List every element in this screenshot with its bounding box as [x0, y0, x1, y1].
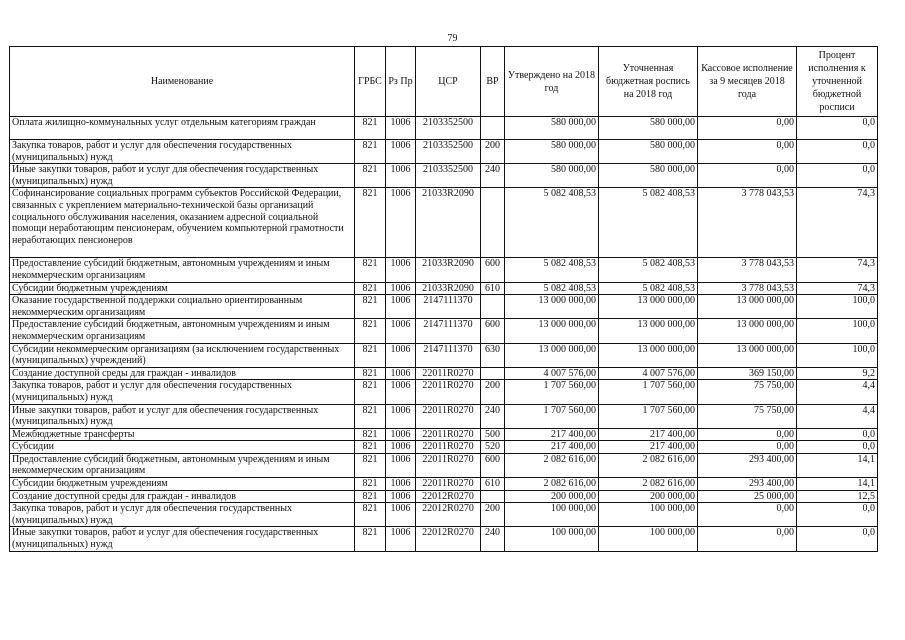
- cell-grbs: 821: [355, 367, 386, 380]
- table-row: [10, 380, 878, 404]
- table-row: [10, 319, 878, 343]
- header-name: Наименование: [10, 47, 355, 117]
- cell-percent: 0,0: [797, 117, 878, 140]
- cell-name: Предоставление субсидий бюджетным, автономным учреждениям и иным некоммерческим организациям: [10, 453, 355, 477]
- cell-rzpr: 1006: [386, 164, 416, 188]
- cell-name: Закупка товаров, работ и услуг для обеспечения государственных (муниципальных) нужд: [10, 503, 355, 527]
- cell-cash: 75 750,00: [698, 404, 797, 428]
- cell-csr: 22011R0270: [416, 367, 481, 380]
- cell-csr: 2103352500: [416, 140, 481, 164]
- table-row: [10, 527, 878, 551]
- cell-cash: 0,00: [698, 140, 797, 164]
- cell-csr: 21033R2090: [416, 282, 481, 295]
- cell-refined: 5 082 408,53: [599, 188, 698, 258]
- cell-percent: 74,3: [797, 188, 878, 258]
- cell-rzpr: 1006: [386, 188, 416, 258]
- cell-cash: 75 750,00: [698, 380, 797, 404]
- cell-refined: 200 000,00: [599, 490, 698, 503]
- cell-approved: 217 400,00: [505, 441, 599, 454]
- cell-rzpr: 1006: [386, 282, 416, 295]
- cell-refined: 13 000 000,00: [599, 343, 698, 367]
- cell-vr: [481, 117, 505, 140]
- cell-vr: 500: [481, 428, 505, 441]
- cell-approved: 1 707 560,00: [505, 380, 599, 404]
- cell-cash: 369 150,00: [698, 367, 797, 380]
- cell-grbs: 821: [355, 503, 386, 527]
- cell-vr: 200: [481, 140, 505, 164]
- cell-vr: [481, 188, 505, 258]
- cell-vr: 630: [481, 343, 505, 367]
- table-row: [10, 164, 878, 188]
- cell-approved: 217 400,00: [505, 428, 599, 441]
- header-approved: Утверждено на 2018 год: [505, 47, 599, 117]
- cell-rzpr: 1006: [386, 453, 416, 477]
- cell-grbs: 821: [355, 453, 386, 477]
- cell-cash: 293 400,00: [698, 453, 797, 477]
- cell-csr: 2147111370: [416, 295, 481, 319]
- cell-rzpr: 1006: [386, 343, 416, 367]
- table-row: [10, 404, 878, 428]
- cell-cash: 3 778 043,53: [698, 258, 797, 282]
- cell-refined: 217 400,00: [599, 441, 698, 454]
- cell-refined: 5 082 408,53: [599, 282, 698, 295]
- cell-rzpr: 1006: [386, 258, 416, 282]
- cell-percent: 0,0: [797, 428, 878, 441]
- cell-grbs: 821: [355, 404, 386, 428]
- header-vr: ВР: [481, 47, 505, 117]
- cell-vr: [481, 367, 505, 380]
- cell-refined: 13 000 000,00: [599, 295, 698, 319]
- budget-execution-table: [9, 46, 878, 552]
- table-row: [10, 258, 878, 282]
- cell-grbs: 821: [355, 319, 386, 343]
- cell-name: Иные закупки товаров, работ и услуг для обеспечения государственных (муниципальных) нужд: [10, 527, 355, 551]
- cell-cash: 0,00: [698, 527, 797, 551]
- cell-refined: 1 707 560,00: [599, 380, 698, 404]
- cell-approved: 2 082 616,00: [505, 478, 599, 491]
- cell-approved: 1 707 560,00: [505, 404, 599, 428]
- cell-grbs: 821: [355, 527, 386, 551]
- cell-cash: 0,00: [698, 117, 797, 140]
- cell-csr: 21033R2090: [416, 258, 481, 282]
- cell-csr: 22011R0270: [416, 380, 481, 404]
- cell-percent: 74,3: [797, 282, 878, 295]
- cell-percent: 4,4: [797, 404, 878, 428]
- cell-percent: 14,1: [797, 453, 878, 477]
- cell-refined: 100 000,00: [599, 503, 698, 527]
- cell-approved: 100 000,00: [505, 503, 599, 527]
- cell-cash: 13 000 000,00: [698, 343, 797, 367]
- cell-rzpr: 1006: [386, 478, 416, 491]
- cell-rzpr: 1006: [386, 404, 416, 428]
- cell-csr: 2147111370: [416, 319, 481, 343]
- cell-rzpr: 1006: [386, 319, 416, 343]
- cell-refined: 2 082 616,00: [599, 478, 698, 491]
- cell-refined: 2 082 616,00: [599, 453, 698, 477]
- cell-approved: 5 082 408,53: [505, 188, 599, 258]
- cell-csr: 22011R0270: [416, 428, 481, 441]
- cell-percent: 9,2: [797, 367, 878, 380]
- cell-grbs: 821: [355, 164, 386, 188]
- cell-cash: 293 400,00: [698, 478, 797, 491]
- cell-name: Закупка товаров, работ и услуг для обеспечения государственных (муниципальных) нужд: [10, 140, 355, 164]
- cell-grbs: 821: [355, 258, 386, 282]
- cell-csr: 2103352500: [416, 117, 481, 140]
- cell-vr: [481, 490, 505, 503]
- table-row: [10, 453, 878, 477]
- cell-vr: 200: [481, 380, 505, 404]
- cell-csr: 22012R0270: [416, 490, 481, 503]
- cell-percent: 74,3: [797, 258, 878, 282]
- cell-csr: 22011R0270: [416, 453, 481, 477]
- header-rzpr: Рз Пр: [386, 47, 416, 117]
- cell-refined: 4 007 576,00: [599, 367, 698, 380]
- cell-refined: 100 000,00: [599, 527, 698, 551]
- table-header-row: [10, 47, 878, 117]
- cell-percent: 0,0: [797, 503, 878, 527]
- table-row: [10, 503, 878, 527]
- cell-rzpr: 1006: [386, 367, 416, 380]
- cell-grbs: 821: [355, 441, 386, 454]
- cell-approved: 580 000,00: [505, 164, 599, 188]
- cell-refined: 580 000,00: [599, 140, 698, 164]
- header-csr: ЦСР: [416, 47, 481, 117]
- cell-cash: 0,00: [698, 441, 797, 454]
- cell-name: Оказание государственной поддержки социально ориентированным некоммерческим организациям: [10, 295, 355, 319]
- cell-csr: 2103352500: [416, 164, 481, 188]
- cell-grbs: 821: [355, 478, 386, 491]
- cell-name: Субсидии: [10, 441, 355, 454]
- table-row: [10, 117, 878, 140]
- cell-name: Иные закупки товаров, работ и услуг для обеспечения государственных (муниципальных) нужд: [10, 404, 355, 428]
- cell-vr: 240: [481, 404, 505, 428]
- cell-percent: 100,0: [797, 319, 878, 343]
- cell-name: Субсидии бюджетным учреждениям: [10, 478, 355, 491]
- cell-name: Межбюджетные трансферты: [10, 428, 355, 441]
- cell-cash: 3 778 043,53: [698, 282, 797, 295]
- cell-cash: 0,00: [698, 428, 797, 441]
- cell-approved: 4 007 576,00: [505, 367, 599, 380]
- cell-csr: 22011R0270: [416, 478, 481, 491]
- cell-vr: 600: [481, 453, 505, 477]
- cell-refined: 13 000 000,00: [599, 319, 698, 343]
- cell-csr: 21033R2090: [416, 188, 481, 258]
- cell-vr: 610: [481, 478, 505, 491]
- cell-grbs: 821: [355, 380, 386, 404]
- cell-approved: 5 082 408,53: [505, 258, 599, 282]
- cell-percent: 100,0: [797, 295, 878, 319]
- cell-csr: 22011R0270: [416, 404, 481, 428]
- cell-rzpr: 1006: [386, 140, 416, 164]
- cell-name: Создание доступной среды для граждан - инвалидов: [10, 367, 355, 380]
- cell-name: Субсидии некоммерческим организациям (за исключением государственных (муниципальных) учреждений): [10, 343, 355, 367]
- cell-approved: 13 000 000,00: [505, 343, 599, 367]
- cell-vr: 200: [481, 503, 505, 527]
- cell-vr: 240: [481, 527, 505, 551]
- cell-csr: 22011R0270: [416, 441, 481, 454]
- cell-grbs: 821: [355, 140, 386, 164]
- cell-name: Иные закупки товаров, работ и услуг для обеспечения государственных (муниципальных) нужд: [10, 164, 355, 188]
- cell-csr: 22012R0270: [416, 503, 481, 527]
- cell-grbs: 821: [355, 490, 386, 503]
- cell-refined: 1 707 560,00: [599, 404, 698, 428]
- cell-grbs: 821: [355, 428, 386, 441]
- cell-cash: 25 000,00: [698, 490, 797, 503]
- cell-rzpr: 1006: [386, 117, 416, 140]
- header-cash: Кассовое исполнение за 9 месяцев 2018 года: [698, 47, 797, 117]
- table-row: [10, 428, 878, 441]
- cell-name: Предоставление субсидий бюджетным, автономным учреждениям и иным некоммерческим организациям: [10, 319, 355, 343]
- cell-percent: 12,5: [797, 490, 878, 503]
- table-row: [10, 478, 878, 491]
- cell-csr: 2147111370: [416, 343, 481, 367]
- cell-refined: 580 000,00: [599, 164, 698, 188]
- cell-percent: 0,0: [797, 140, 878, 164]
- cell-name: Закупка товаров, работ и услуг для обеспечения государственных (муниципальных) нужд: [10, 380, 355, 404]
- cell-approved: 580 000,00: [505, 140, 599, 164]
- cell-approved: 5 082 408,53: [505, 282, 599, 295]
- table-row: [10, 441, 878, 454]
- cell-rzpr: 1006: [386, 441, 416, 454]
- cell-grbs: 821: [355, 282, 386, 295]
- cell-cash: 0,00: [698, 503, 797, 527]
- cell-percent: 14,1: [797, 478, 878, 491]
- cell-approved: 100 000,00: [505, 527, 599, 551]
- table-row: [10, 367, 878, 380]
- cell-percent: 4,4: [797, 380, 878, 404]
- cell-csr: 22012R0270: [416, 527, 481, 551]
- table-row: [10, 282, 878, 295]
- cell-approved: 580 000,00: [505, 117, 599, 140]
- cell-vr: 610: [481, 282, 505, 295]
- cell-grbs: 821: [355, 188, 386, 258]
- cell-name: Субсидии бюджетным учреждениям: [10, 282, 355, 295]
- header-refined: Уточненная бюджетная роспись на 2018 год: [599, 47, 698, 117]
- table-body: [10, 117, 878, 552]
- cell-vr: 520: [481, 441, 505, 454]
- cell-rzpr: 1006: [386, 490, 416, 503]
- cell-approved: 2 082 616,00: [505, 453, 599, 477]
- header-percent: Процент исполнения к уточненной бюджетной росписи: [797, 47, 878, 117]
- cell-approved: 200 000,00: [505, 490, 599, 503]
- cell-grbs: 821: [355, 343, 386, 367]
- cell-cash: 0,00: [698, 164, 797, 188]
- cell-name: Оплата жилищно-коммунальных услуг отдельным категориям граждан: [10, 117, 355, 140]
- table-row: [10, 188, 878, 258]
- page-number: 79: [447, 33, 458, 44]
- cell-vr: 240: [481, 164, 505, 188]
- cell-vr: 600: [481, 319, 505, 343]
- cell-refined: 217 400,00: [599, 428, 698, 441]
- cell-name: Софинансирование социальных программ субъектов Российской Федерации, связанных с укреплением материально-технической базы организаций социального обслуживания населения, оказанием адресной социальной помощи неработающим пенсионерам, обучением компьютерной грамотности неработающих пенсионеров: [10, 188, 355, 258]
- cell-vr: 600: [481, 258, 505, 282]
- table-row: [10, 140, 878, 164]
- cell-rzpr: 1006: [386, 527, 416, 551]
- cell-percent: 0,0: [797, 441, 878, 454]
- cell-cash: 13 000 000,00: [698, 319, 797, 343]
- cell-approved: 13 000 000,00: [505, 295, 599, 319]
- table-row: [10, 295, 878, 319]
- cell-percent: 100,0: [797, 343, 878, 367]
- cell-rzpr: 1006: [386, 503, 416, 527]
- header-grbs: ГРБС: [355, 47, 386, 117]
- table-row: [10, 490, 878, 503]
- cell-name: Создание доступной среды для граждан - инвалидов: [10, 490, 355, 503]
- cell-percent: 0,0: [797, 164, 878, 188]
- cell-cash: 3 778 043,53: [698, 188, 797, 258]
- table-row: [10, 343, 878, 367]
- cell-rzpr: 1006: [386, 295, 416, 319]
- cell-grbs: 821: [355, 117, 386, 140]
- cell-approved: 13 000 000,00: [505, 319, 599, 343]
- cell-rzpr: 1006: [386, 380, 416, 404]
- cell-vr: [481, 295, 505, 319]
- cell-refined: 5 082 408,53: [599, 258, 698, 282]
- cell-grbs: 821: [355, 295, 386, 319]
- cell-rzpr: 1006: [386, 428, 416, 441]
- cell-percent: 0,0: [797, 527, 878, 551]
- cell-cash: 13 000 000,00: [698, 295, 797, 319]
- cell-refined: 580 000,00: [599, 117, 698, 140]
- cell-name: Предоставление субсидий бюджетным, автономным учреждениям и иным некоммерческим организациям: [10, 258, 355, 282]
